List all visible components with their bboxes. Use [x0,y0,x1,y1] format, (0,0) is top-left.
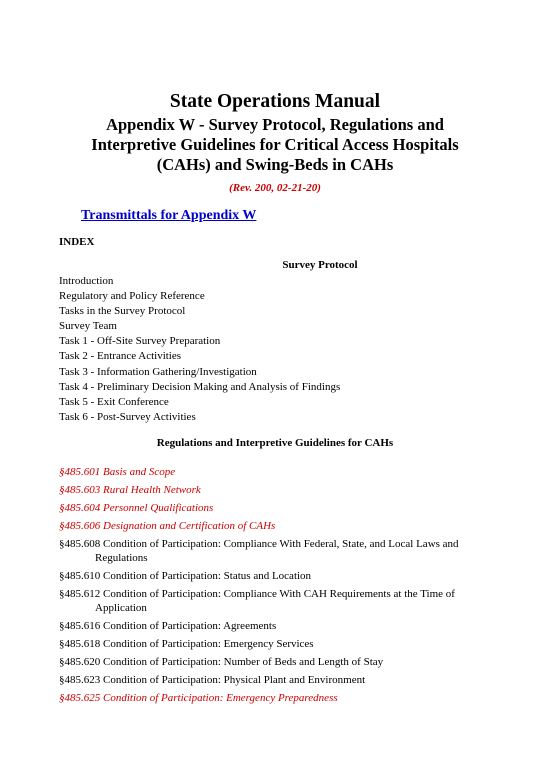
regulation-item-text: §485.625 Condition of Participation: Emergency Preparedness [59,692,338,704]
survey-protocol-item[interactable]: Tasks in the Survey Protocol [59,305,186,318]
document-title: State Operations Manual [169,91,381,112]
regulation-item-text: §485.612 Condition of Participation: Compliance With CAH Requirements at the Time of [59,588,455,600]
regulation-item-text: §485.608 Condition of Participation: Compliance With Federal, State, and Local Laws and [59,538,459,550]
regulation-item-text: §485.606 Designation and Certification of CAHs [59,520,276,532]
survey-protocol-item[interactable]: Task 6 - Post-Survey Activities [59,410,196,423]
regulation-item-continuation: Application [95,602,147,614]
survey-protocol-item[interactable]: Task 1 - Off-Site Survey Preparation [59,335,221,348]
survey-protocol-item[interactable]: Task 2 - Entrance Activities [59,350,182,363]
regulation-item[interactable] [59,691,479,705]
index-label: INDEX [59,236,95,248]
regulation-item-text: §485.616 Condition of Participation: Agreements [59,620,277,632]
transmittals-link[interactable]: Transmittals for Appendix W [81,208,257,223]
regulation-item[interactable] [59,569,479,583]
regulation-item[interactable] [59,501,479,515]
regulation-item-continuation: Regulations [95,552,148,564]
regulations-heading: Regulations and Interpretive Guidelines for CAHs [156,437,394,449]
regulation-item[interactable] [59,587,479,615]
revision-note: (Rev. 200, 02-21-20) [229,182,321,194]
regulation-item[interactable] [59,637,479,651]
survey-protocol-item[interactable]: Survey Team [59,320,117,333]
regulation-item-text: §485.601 Basis and Scope [59,466,176,478]
appendix-title-line-2: Interpretive Guidelines for Critical Access Hospitals [91,135,459,154]
regulation-item[interactable] [59,519,479,533]
regulation-item-text: §485.610 Condition of Participation: Status and Location [59,570,312,582]
regulation-item[interactable] [59,655,479,669]
survey-protocol-item[interactable]: Task 3 - Information Gathering/Investigation [59,365,257,378]
regulations-list [59,465,479,709]
regulation-item[interactable] [59,465,479,479]
survey-protocol-item[interactable]: Task 4 - Preliminary Decision Making and Analysis of Findings [59,380,341,393]
survey-protocol-heading: Survey Protocol [282,259,358,271]
appendix-title-line-3: (CAHs) and Swing-Beds in CAHs [156,155,394,174]
regulation-item-text: §485.603 Rural Health Network [59,484,201,496]
regulation-item[interactable] [59,673,479,687]
appendix-title-line-1: Appendix W - Survey Protocol, Regulations and [106,115,444,134]
regulation-item[interactable] [59,483,479,497]
survey-protocol-list [59,274,479,425]
regulation-item[interactable] [59,619,479,633]
survey-protocol-item[interactable]: Task 5 - Exit Conference [59,395,169,408]
regulation-item-text: §485.604 Personnel Qualifications [59,502,214,514]
regulation-item[interactable] [59,537,479,565]
regulation-item-text: §485.623 Condition of Participation: Physical Plant and Environment [59,674,366,686]
regulation-item-text: §485.618 Condition of Participation: Emergency Services [59,638,314,650]
regulation-item-text: §485.620 Condition of Participation: Number of Beds and Length of Stay [59,656,384,668]
survey-protocol-item[interactable]: Introduction [59,275,114,287]
survey-protocol-item[interactable]: Regulatory and Policy Reference [59,290,205,303]
